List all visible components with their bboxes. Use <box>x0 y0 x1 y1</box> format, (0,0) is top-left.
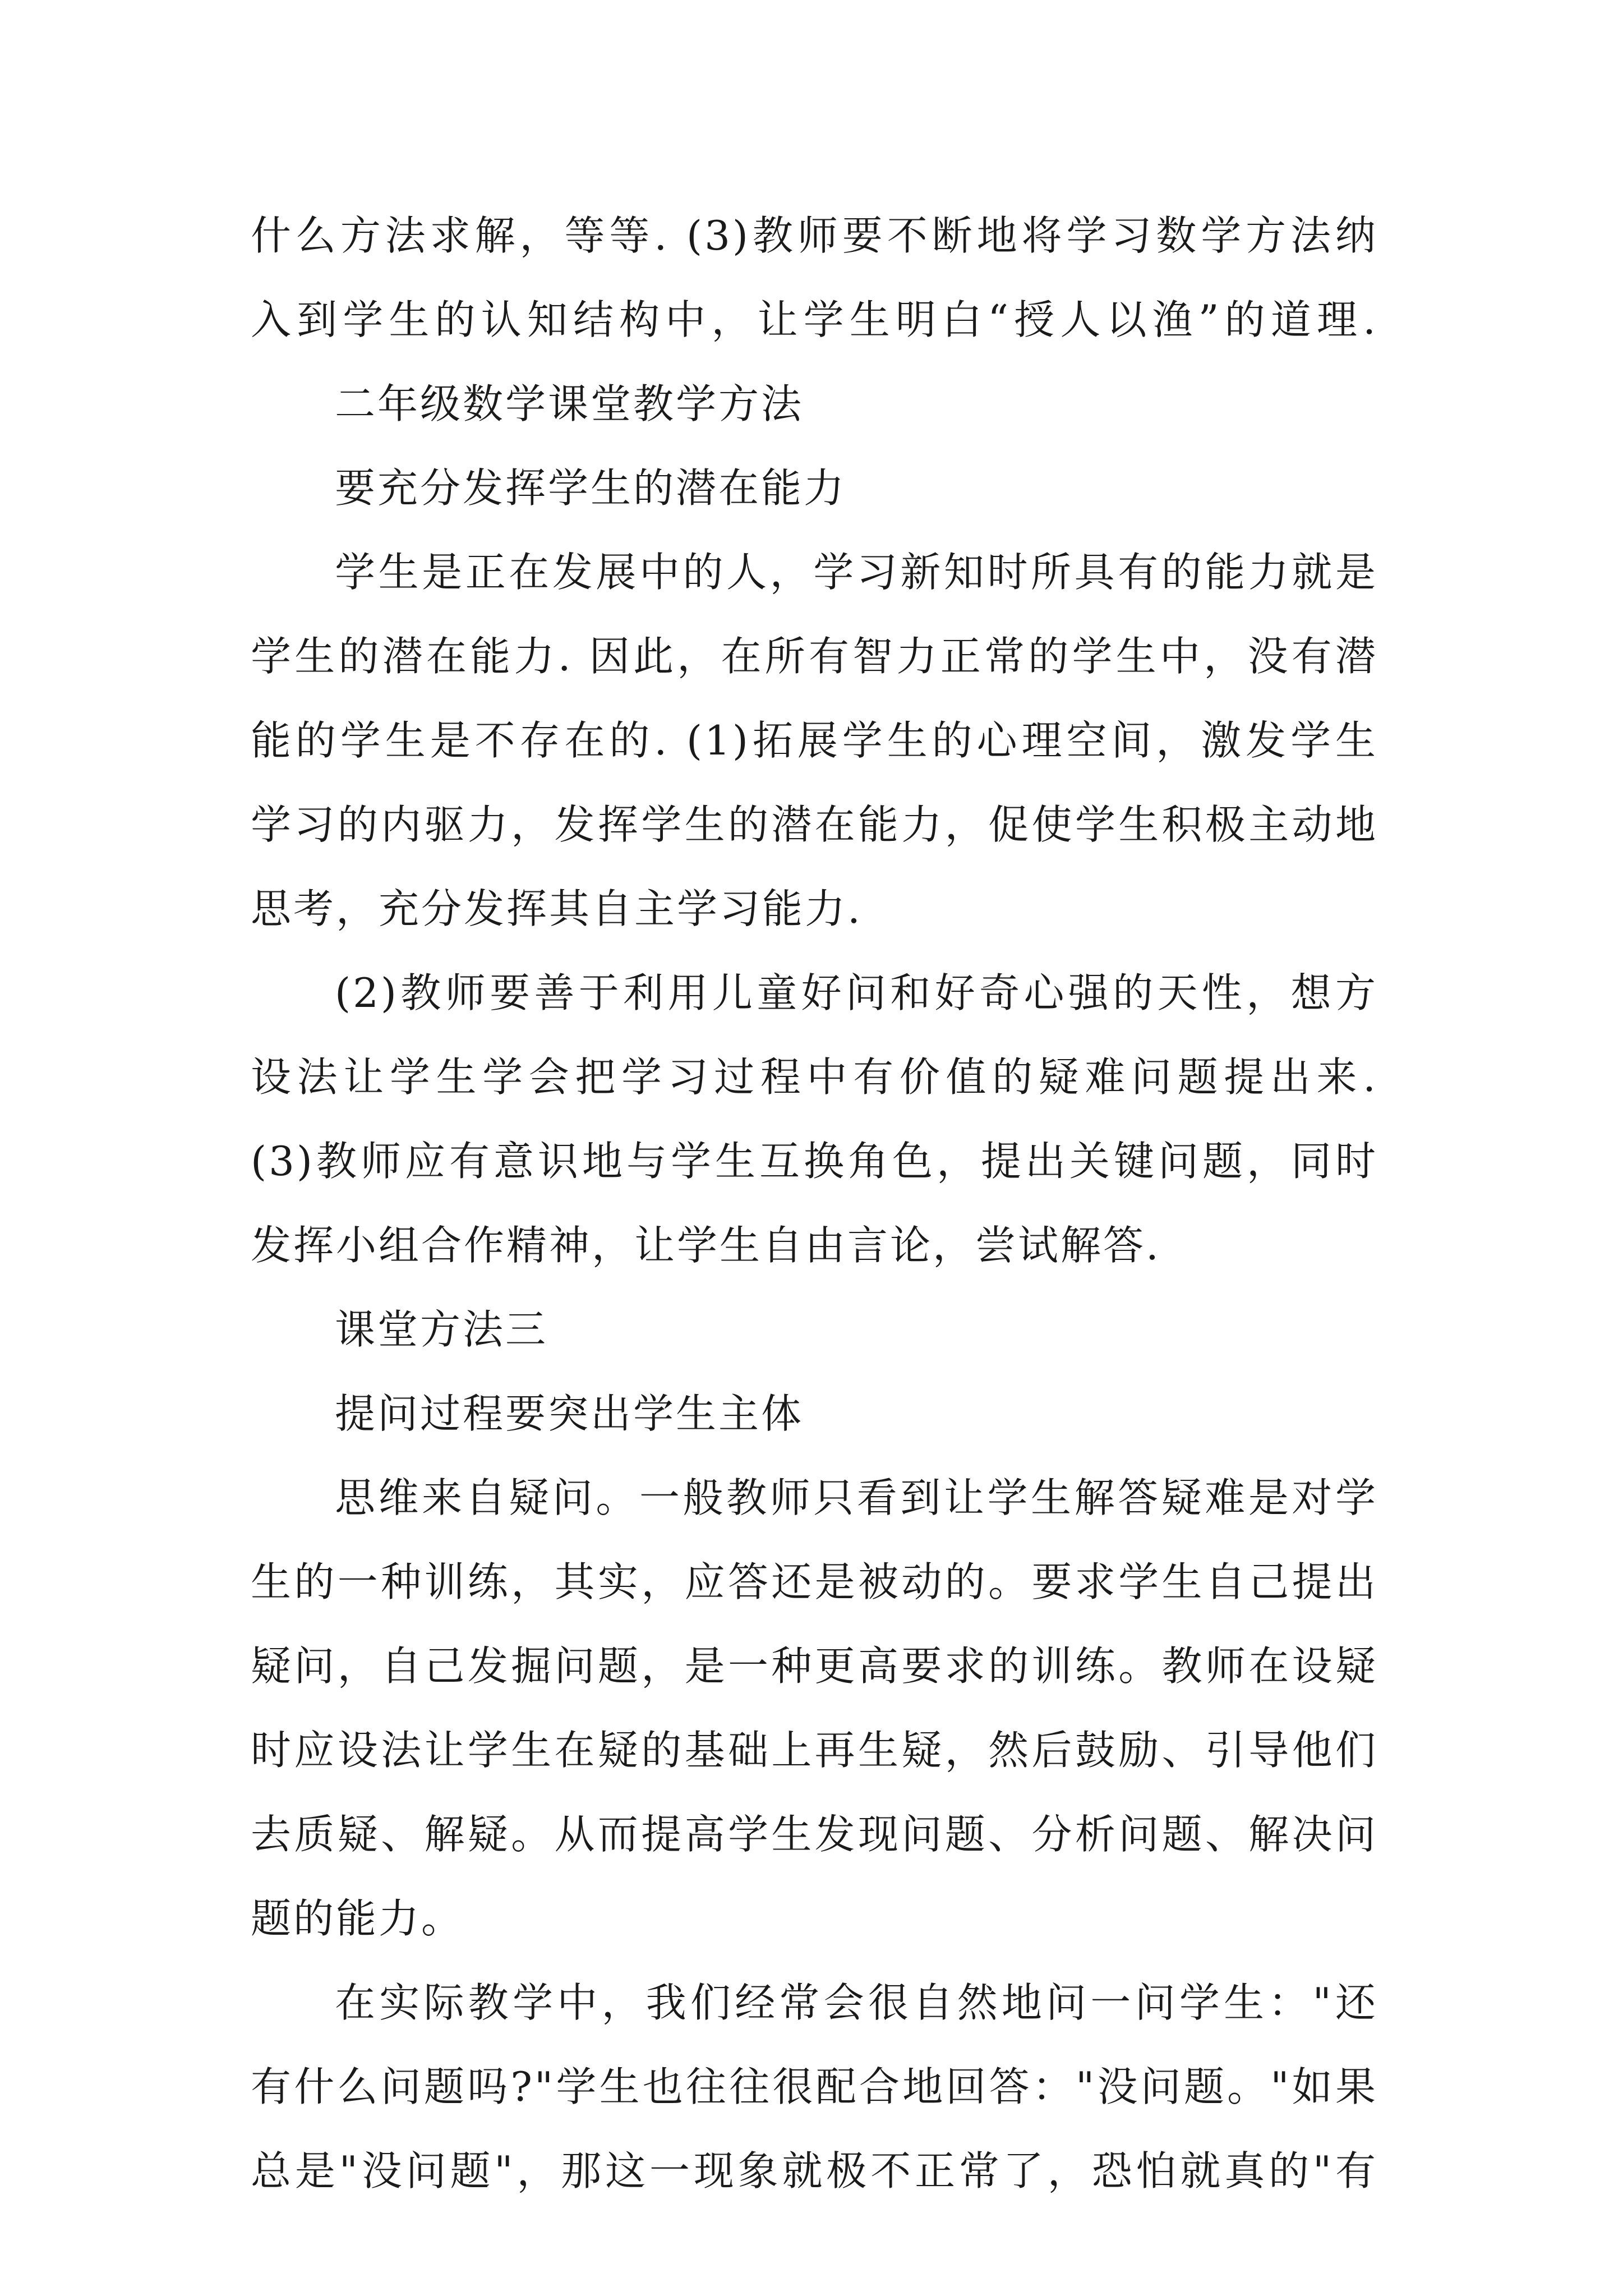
paragraph-first-line: 学生是正在发展中的人，学习新知时所具有的能力就是 <box>335 549 1378 596</box>
text-line: 疑问，自己发掘问题，是一种更高要求的训练。教师在设疑 <box>251 1642 1378 1690</box>
text-line: 生的一种训练，其实，应答还是被动的。要求学生自己提出 <box>251 1558 1378 1605</box>
text-line: 什么方法求解，等等. (3)教师要不断地将学习数学方法纳 <box>251 212 1378 259</box>
text-line: 有什么问题吗?"学生也往往很配合地回答："没问题。"如果 <box>251 2063 1378 2110</box>
text-line: (3)教师应有意识地与学生互换角色，提出关键问题，同时 <box>251 1138 1378 1185</box>
paragraph-first-line: (2)教师要善于利用儿童好问和好奇心强的天性，想方 <box>335 969 1378 1016</box>
paragraph-first-line: 在实际教学中，我们经常会很自然地问一问学生："还 <box>335 1979 1378 2026</box>
text-line: 能的学生是不存在的. (1)拓展学生的心理空间，激发学生 <box>251 717 1378 764</box>
text-line: 思考，充分发挥其自主学习能力. <box>251 885 863 932</box>
text-line: 题的能力。 <box>251 1895 464 1942</box>
text-line: 发挥小组合作精神，让学生自由言论，尝试解答. <box>251 1222 1161 1269</box>
text-line: 学习的内驱力，发挥学生的潜在能力，促使学生积极主动地 <box>251 801 1378 848</box>
subsection-heading: 要充分发挥学生的潜在能力 <box>335 464 847 512</box>
text-line: 时应设法让学生在疑的基础上再生疑，然后鼓励、引导他们 <box>251 1727 1378 1774</box>
section-heading: 二年级数学课堂教学方法 <box>335 380 804 427</box>
text-line: 设法让学生学会把学习过程中有价值的疑难问题提出来. <box>251 1053 1378 1101</box>
text-line: 入到学生的认知结构中，让学生明白“授人以渔”的道理. <box>251 296 1378 343</box>
section-heading: 课堂方法三 <box>335 1306 548 1353</box>
paragraph-first-line: 思维来自疑问。一般教师只看到让学生解答疑难是对学 <box>335 1474 1378 1521</box>
text-line: 总是"没问题"，那这一现象就极不正常了，恐怕就真的"有 <box>251 2147 1378 2194</box>
text-line: 学生的潜在能力. 因此，在所有智力正常的学生中，没有潜 <box>251 633 1378 680</box>
text-line: 去质疑、解疑。从而提高学生发现问题、分析问题、解决问 <box>251 1811 1378 1858</box>
subsection-heading: 提问过程要突出学生主体 <box>335 1390 804 1437</box>
